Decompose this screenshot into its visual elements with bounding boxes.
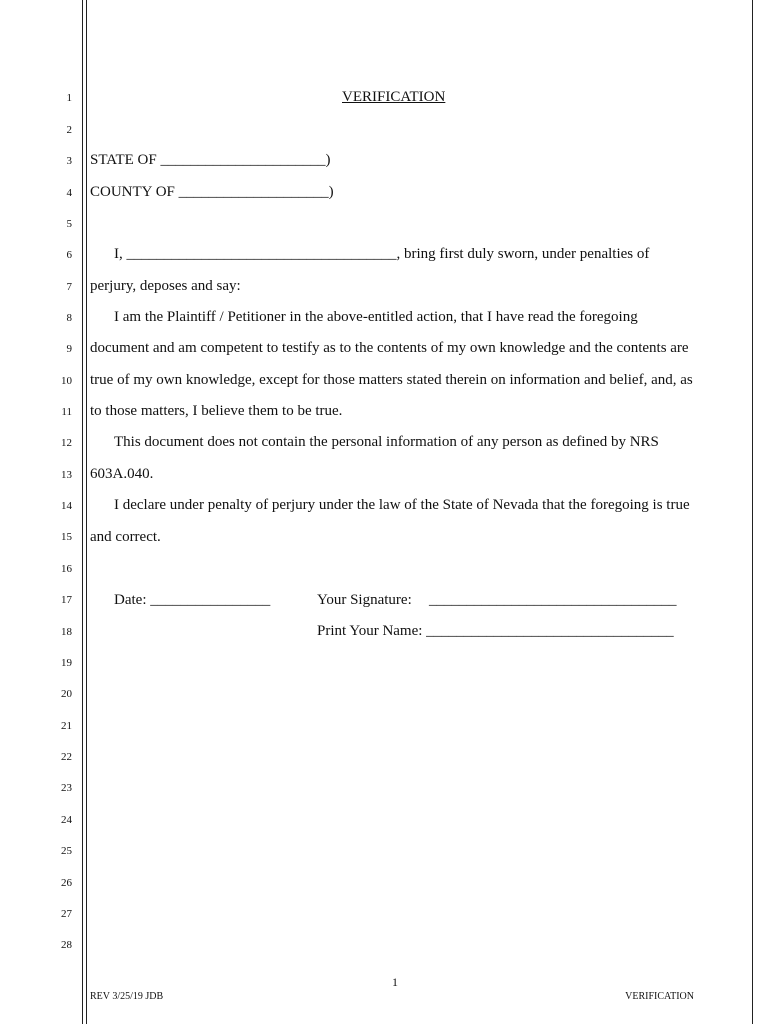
county-line: COUNTY OF ____________________): [90, 184, 334, 200]
line-number: 24: [61, 814, 72, 826]
line-number: 10: [61, 375, 72, 387]
line-number: 3: [66, 155, 72, 167]
footer-title: VERIFICATION: [625, 991, 694, 1002]
paragraph-line: I am the Plaintiff / Petitioner in the above-entitled action, that I have read the foregoing: [114, 309, 638, 325]
print-name-field[interactable]: Print Your Name: _________________________________: [317, 623, 674, 639]
line-number: 19: [61, 657, 72, 669]
paragraph-line: perjury, deposes and say:: [90, 278, 241, 294]
left-margin-rule-outer: [82, 0, 83, 1024]
line-number: 28: [61, 939, 72, 951]
line-number: 7: [66, 281, 72, 293]
line-number: 12: [61, 437, 72, 449]
line-number: 17: [61, 594, 72, 606]
line-number: 1: [66, 92, 72, 104]
line-number: 9: [66, 343, 72, 355]
line-number: 21: [61, 720, 72, 732]
line-number: 14: [61, 500, 72, 512]
signature-label: Your Signature:: [317, 592, 412, 608]
paragraph-line: This document does not contain the personal information of any person as defined by NRS: [114, 434, 659, 450]
footer-revision: REV 3/25/19 JDB: [90, 991, 164, 1002]
line-number: 18: [61, 626, 72, 638]
line-number: 13: [61, 469, 72, 481]
line-number: 25: [61, 845, 72, 857]
line-number: 2: [66, 124, 72, 136]
line-number: 20: [61, 688, 72, 700]
paragraph-line: document and am competent to testify as to the contents of my own knowledge and the contents are: [90, 340, 689, 356]
line-number: 11: [61, 406, 72, 418]
left-margin-rule-inner: [86, 0, 87, 1024]
paragraph-line: I declare under penalty of perjury under the law of the State of Nevada that the foregoing is true: [114, 497, 690, 513]
affiant-name-line: I, ____________________________________, bring first duly sworn, under penalties of: [114, 246, 650, 262]
line-number: 26: [61, 877, 72, 889]
paragraph-line: true of my own knowledge, except for those matters stated therein on information and belief, and, as: [90, 372, 693, 388]
line-number: 16: [61, 563, 72, 575]
line-number: 27: [61, 908, 72, 920]
state-line: STATE OF ______________________): [90, 152, 331, 168]
paragraph-line: and correct.: [90, 529, 161, 545]
line-number: 22: [61, 751, 72, 763]
line-number: 5: [66, 218, 72, 230]
right-margin-rule: [752, 0, 753, 1024]
signature-field[interactable]: _________________________________: [429, 592, 677, 608]
paragraph-line: to those matters, I believe them to be true.: [90, 403, 343, 419]
line-number: 23: [61, 782, 72, 794]
paragraph-line: 603A.040.: [90, 466, 154, 482]
line-number: 6: [66, 249, 72, 261]
page-number: 1: [392, 975, 398, 989]
line-number: 8: [66, 312, 72, 324]
line-number: 15: [61, 531, 72, 543]
date-field[interactable]: Date: ________________: [114, 592, 271, 608]
document-title: VERIFICATION: [342, 89, 446, 105]
line-number: 4: [66, 187, 72, 199]
